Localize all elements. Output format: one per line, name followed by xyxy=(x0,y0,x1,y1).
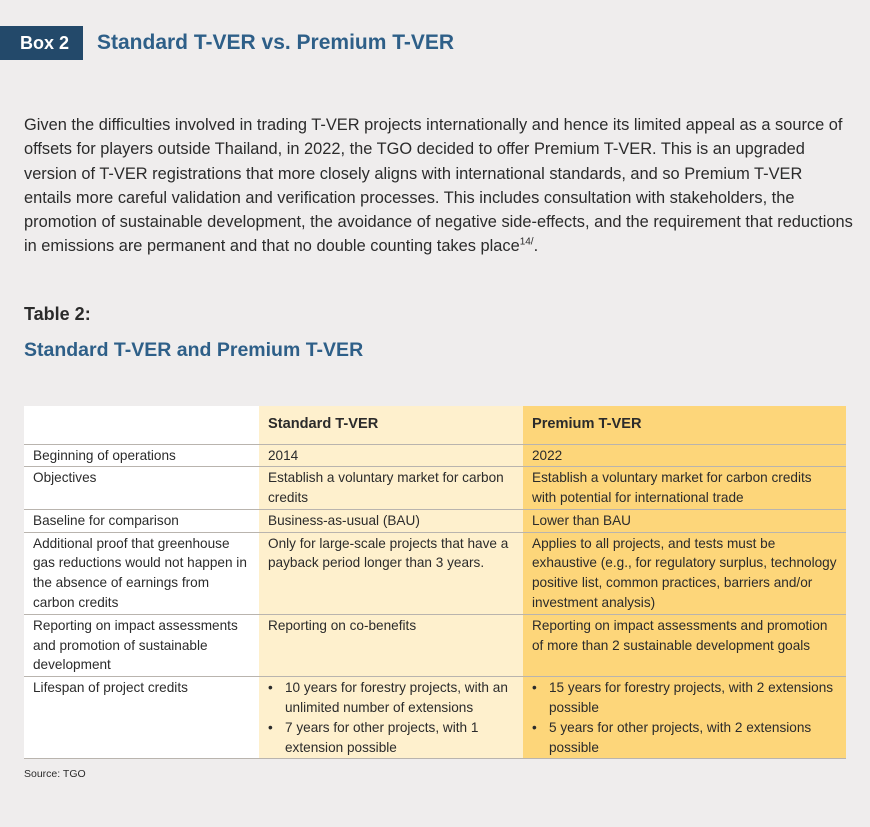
premium-cell: Lower than BAU xyxy=(523,509,846,532)
bullet-icon: • xyxy=(532,719,537,735)
list-item: • 7 years for other projects, with 1 extension possible xyxy=(268,719,479,755)
list-item: • 15 years for forestry projects, with 2 extensions possible xyxy=(532,680,834,716)
row-label: Reporting on impact assessments and promotion of sustainable development xyxy=(24,614,259,676)
bullet-icon: • xyxy=(532,680,537,696)
standard-cell xyxy=(259,677,523,759)
table-row xyxy=(24,532,846,614)
comparison-table xyxy=(24,406,846,759)
list-item: • 10 years for forestry projects, with an unlimited number of extensions xyxy=(268,680,508,716)
box-tag: Box 2 xyxy=(0,26,83,60)
header-premium: Premium T-VER xyxy=(523,406,846,444)
premium-cell: 2022 xyxy=(523,444,846,467)
premium-cell: Reporting on impact assessments and promotion of more than 2 sustainable development goals xyxy=(523,614,846,676)
intro-text: Given the difficulties involved in trading T-VER projects internationally and hence its limited appeal as a source of offsets for players outside Thailand, in 2022, the TGO decided to offer Premium T-VER. This is an upgraded version of T-VER registrations that more closely aligns with international standards, and so Premium T-VER entails more careful validation and verification processes. This includes consultation with stakeholders, the promotion of sustainable development, the avoidance of negative side-effects, and the requirement that reductions in emissions are permanent and that no double counting takes place xyxy=(24,116,853,256)
table-row xyxy=(24,677,846,759)
table-row xyxy=(24,509,846,532)
list-item: • 5 years for other projects, with 2 extensions possible xyxy=(532,719,812,755)
header-empty xyxy=(24,406,259,444)
bullet-icon: • xyxy=(268,719,273,735)
source-note: Source: TGO xyxy=(24,768,86,780)
intro-end: . xyxy=(533,237,539,256)
premium-cell xyxy=(523,677,846,759)
table-title: Standard T-VER and Premium T-VER xyxy=(24,339,364,361)
intro-paragraph xyxy=(24,113,854,259)
row-label: Baseline for comparison xyxy=(24,509,259,532)
bullet-list xyxy=(268,678,514,757)
row-label: Additional proof that greenhouse gas reductions would not happen in the absence of earnings from carbon credits xyxy=(24,532,259,614)
row-label: Objectives xyxy=(24,467,259,510)
table-row xyxy=(24,444,846,467)
table-label: Table 2: xyxy=(24,304,91,324)
row-label: Lifespan of project credits xyxy=(24,677,259,759)
table-row xyxy=(24,614,846,676)
premium-cell: Establish a voluntary market for carbon credits with potential for international trade xyxy=(523,467,846,510)
standard-cell: Establish a voluntary market for carbon credits xyxy=(259,467,523,510)
premium-cell: Applies to all projects, and tests must be exhaustive (e.g., for regulatory surplus, technology positive list, common practices, barriers and/or investment analysis) xyxy=(523,532,846,614)
standard-cell: Only for large-scale projects that have a payback period longer than 3 years. xyxy=(259,532,523,614)
table-row xyxy=(24,467,846,510)
table-header-row xyxy=(24,406,846,444)
standard-cell: Business-as-usual (BAU) xyxy=(259,509,523,532)
header-standard: Standard T-VER xyxy=(259,406,523,444)
standard-cell: 2014 xyxy=(259,444,523,467)
standard-cell: Reporting on co-benefits xyxy=(259,614,523,676)
footnote-ref[interactable]: 14/ xyxy=(519,237,534,249)
box-title: Standard T-VER vs. Premium T-VER xyxy=(97,31,455,54)
row-label: Beginning of operations xyxy=(24,444,259,467)
bullet-list xyxy=(532,678,837,757)
bullet-icon: • xyxy=(268,680,273,696)
box-header xyxy=(0,26,454,60)
